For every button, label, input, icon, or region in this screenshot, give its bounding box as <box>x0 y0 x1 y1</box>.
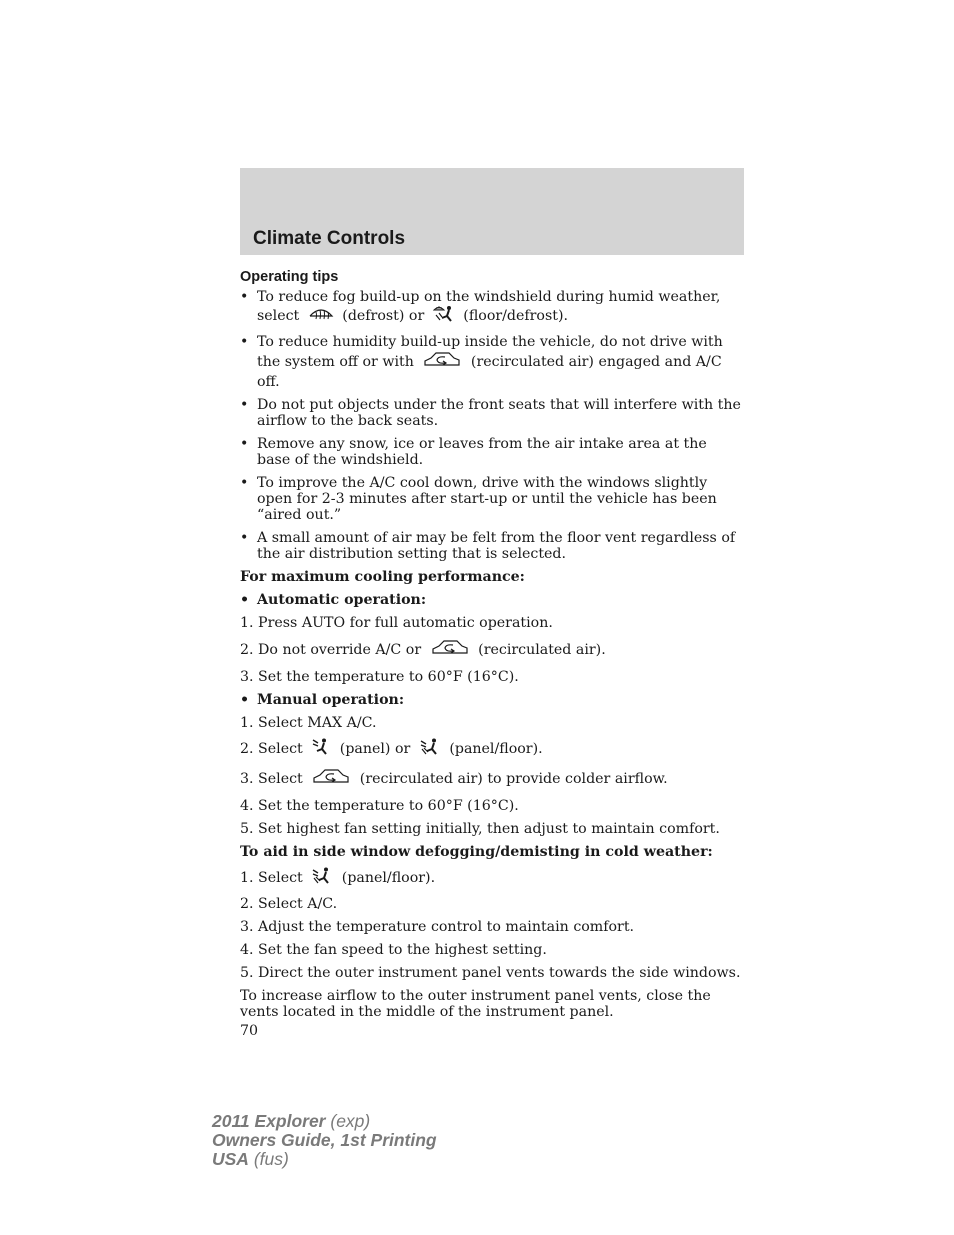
max-cooling-heading: For maximum cooling performance: <box>240 569 525 585</box>
manual-step-1: 1. Select MAX A/C. <box>240 715 377 731</box>
section-title: Climate Controls <box>253 228 406 249</box>
list-item: • To improve the A/C cool down, drive with the windows slightly open for 2-3 minutes after start-up or until the vehicle has been “aired out.” <box>240 475 744 523</box>
list-item: • Remove any snow, ice or leaves from the air intake area at the base of the windshield. <box>240 436 744 468</box>
list-item: • A small amount of air may be felt from the floor vent regardless of the air distribution setting that is selected. <box>240 530 744 562</box>
defog-step-4: 4. Set the fan speed to the highest setting. <box>240 942 547 958</box>
defog-step-2: 2. Select A/C. <box>240 896 338 912</box>
recirculated-air-icon <box>311 767 351 791</box>
page-number: 70 <box>240 1023 259 1039</box>
manual-step-4: 4. Set the temperature to 60°F (16°C). <box>240 798 519 814</box>
manual-operation-label: • Manual operation: <box>240 692 744 708</box>
defog-step-5: 5. Direct the outer instrument panel vents towards the side windows. <box>240 965 741 981</box>
defog-step-1: 1. Select (panel/floor). <box>240 867 744 889</box>
operating-tips-list <box>240 289 744 562</box>
recirculated-air-icon <box>422 350 462 374</box>
list-item: • Do not put objects under the front seats that will interfere with the airflow to the back seats. <box>240 397 744 429</box>
recirculated-air-icon <box>430 638 470 662</box>
floor-defrost-icon <box>433 305 455 327</box>
list-item: • To reduce fog build-up on the windshield during humid weather, select (defrost) or (floor/defrost). <box>240 289 744 327</box>
document-footer: 2011 Explorer (exp) Owners Guide, 1st Printing USA (fus) <box>212 1111 437 1169</box>
closing-paragraph: To increase airflow to the outer instrument panel vents, close the vents located in the middle of the instrument panel. <box>240 988 711 1020</box>
defog-heading: To aid in side window defogging/demisting in cold weather: <box>240 844 713 860</box>
auto-step-1: 1. Press AUTO for full automatic operation. <box>240 615 553 631</box>
manual-step-5: 5. Set highest fan setting initially, then adjust to maintain comfort. <box>240 821 720 837</box>
automatic-operation-label: • Automatic operation: <box>240 592 744 608</box>
auto-step-2: 2. Do not override A/C or (recirculated air). <box>240 638 744 662</box>
page-content <box>240 267 744 1039</box>
manual-step-2: 2. Select (panel) or (panel/floor). <box>240 738 744 760</box>
panel-floor-icon <box>311 867 333 889</box>
manual-step-3: 3. Select (recirculated air) to provide colder airflow. <box>240 767 744 791</box>
panel-vent-icon <box>311 738 331 760</box>
operating-tips-heading: Operating tips <box>240 269 339 285</box>
defog-step-3: 3. Adjust the temperature control to maintain comfort. <box>240 919 635 935</box>
list-item: • To reduce humidity build-up inside the vehicle, do not drive with the system off or with (recirculated air) engaged and A/C off. <box>240 334 744 390</box>
panel-floor-icon <box>419 738 441 760</box>
auto-step-3: 3. Set the temperature to 60°F (16°C). <box>240 669 519 685</box>
defrost-icon <box>308 306 334 326</box>
